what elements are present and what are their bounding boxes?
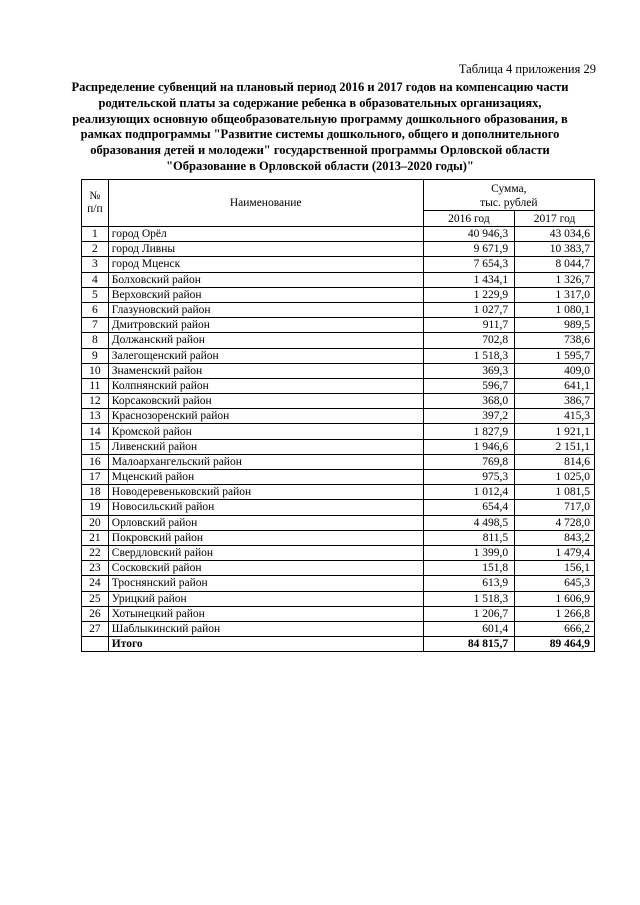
table-row (82, 545, 595, 560)
row-number: 5 (82, 287, 109, 302)
row-value-2017: 1 317,0 (515, 287, 595, 302)
row-name: Новодеревеньковский район (108, 485, 423, 500)
row-name: Глазуновский район (108, 302, 423, 317)
row-name: Залегощенский район (108, 348, 423, 363)
row-number: 19 (82, 500, 109, 515)
row-number: 20 (82, 515, 109, 530)
row-name: Ливенский район (108, 439, 423, 454)
row-value-2016: 769,8 (423, 454, 515, 469)
table-row (82, 500, 595, 515)
total-label: Итого (108, 637, 423, 652)
row-value-2017: 1 025,0 (515, 470, 595, 485)
table-row (82, 242, 595, 257)
row-number: 14 (82, 424, 109, 439)
row-value-2016: 702,8 (423, 333, 515, 348)
row-value-2017: 1 595,7 (515, 348, 595, 363)
row-number: 16 (82, 454, 109, 469)
row-name: Шаблыкинский район (108, 621, 423, 636)
table-row (82, 409, 595, 424)
row-value-2017: 8 044,7 (515, 257, 595, 272)
row-name: Кромской район (108, 424, 423, 439)
row-name: Покровский район (108, 530, 423, 545)
table-row (82, 272, 595, 287)
table-row (82, 363, 595, 378)
row-number: 3 (82, 257, 109, 272)
table-row (82, 227, 595, 242)
row-value-2016: 1 399,0 (423, 545, 515, 560)
row-value-2017: 2 151,1 (515, 439, 595, 454)
row-value-2017: 1 080,1 (515, 302, 595, 317)
row-name: Корсаковский район (108, 394, 423, 409)
title-line: "Образование в Орловской области (2013–2020 годы)" (166, 158, 474, 173)
row-value-2016: 596,7 (423, 378, 515, 393)
table-row (82, 333, 595, 348)
row-value-2016: 369,3 (423, 363, 515, 378)
row-name: город Орёл (108, 227, 423, 242)
row-value-2016: 397,2 (423, 409, 515, 424)
header-number-line1: № (89, 190, 101, 202)
row-number: 1 (82, 227, 109, 242)
table-row (82, 530, 595, 545)
row-value-2016: 975,3 (423, 470, 515, 485)
row-value-2016: 1 206,7 (423, 606, 515, 621)
row-value-2016: 911,7 (423, 318, 515, 333)
row-value-2016: 1 518,3 (423, 348, 515, 363)
row-value-2017: 645,3 (515, 576, 595, 591)
row-value-2016: 1 946,6 (423, 439, 515, 454)
row-name: Колпнянский район (108, 378, 423, 393)
header-sum-line2: тыс. рублей (480, 197, 538, 209)
total-value-2016: 84 815,7 (423, 637, 515, 652)
table-row (82, 621, 595, 636)
row-name: город Мценск (108, 257, 423, 272)
row-value-2017: 1 266,8 (515, 606, 595, 621)
row-number: 27 (82, 621, 109, 636)
row-name: город Ливны (108, 242, 423, 257)
row-name: Свердловский район (108, 545, 423, 560)
row-value-2017: 415,3 (515, 409, 595, 424)
row-number: 21 (82, 530, 109, 545)
row-number: 17 (82, 470, 109, 485)
row-value-2016: 4 498,5 (423, 515, 515, 530)
row-value-2016: 811,5 (423, 530, 515, 545)
row-value-2017: 814,6 (515, 454, 595, 469)
table-row (82, 561, 595, 576)
header-sum (423, 180, 594, 211)
total-number (82, 637, 109, 652)
row-number: 2 (82, 242, 109, 257)
row-value-2017: 156,1 (515, 561, 595, 576)
row-value-2017: 666,2 (515, 621, 595, 636)
row-name: Урицкий район (108, 591, 423, 606)
row-number: 4 (82, 272, 109, 287)
table-row (82, 318, 595, 333)
row-name: Верховский район (108, 287, 423, 302)
row-value-2017: 43 034,6 (515, 227, 595, 242)
row-number: 22 (82, 545, 109, 560)
row-value-2016: 1 229,9 (423, 287, 515, 302)
table-row (82, 424, 595, 439)
row-name: Мценский район (108, 470, 423, 485)
row-value-2017: 386,7 (515, 394, 595, 409)
header-name: Наименование (108, 180, 423, 227)
header-year-2017: 2017 год (515, 211, 595, 227)
row-number: 7 (82, 318, 109, 333)
table-row (82, 287, 595, 302)
table-row (82, 348, 595, 363)
row-value-2017: 989,5 (515, 318, 595, 333)
row-value-2016: 613,9 (423, 576, 515, 591)
row-value-2017: 1 081,5 (515, 485, 595, 500)
row-number: 25 (82, 591, 109, 606)
table-row (82, 257, 595, 272)
row-number: 13 (82, 409, 109, 424)
row-number: 26 (82, 606, 109, 621)
title-line: Распределение субвенций на плановый период 2016 и 2017 годов на компенсацию части (71, 80, 569, 94)
header-year-2016: 2016 год (423, 211, 515, 227)
row-value-2016: 368,0 (423, 394, 515, 409)
table-row (82, 485, 595, 500)
row-number: 15 (82, 439, 109, 454)
total-row (82, 637, 595, 652)
row-name: Дмитровский район (108, 318, 423, 333)
row-value-2017: 717,0 (515, 500, 595, 515)
row-value-2017: 10 383,7 (515, 242, 595, 257)
row-value-2016: 1 027,7 (423, 302, 515, 317)
row-number: 8 (82, 333, 109, 348)
subsidy-table (81, 179, 595, 652)
row-name: Хотынецкий район (108, 606, 423, 621)
row-name: Болховский район (108, 272, 423, 287)
header-sum-line1: Сумма, (491, 183, 527, 195)
table-row (82, 302, 595, 317)
table-row (82, 576, 595, 591)
appendix-label: Таблица 4 приложения 29 (458, 62, 596, 76)
table-row (82, 454, 595, 469)
row-value-2016: 1 518,3 (423, 591, 515, 606)
title-line: рамках подпрограммы "Развитие системы дошкольного, общего и дополнительного (80, 127, 560, 142)
row-name: Малоархангельский район (108, 454, 423, 469)
title-line: образования детей и молодежи" государственной программы Орловской области (90, 143, 550, 158)
row-value-2016: 151,8 (423, 561, 515, 576)
row-value-2017: 1 326,7 (515, 272, 595, 287)
header-number-line2: п/п (87, 203, 103, 215)
row-value-2016: 9 671,9 (423, 242, 515, 257)
table-row (82, 606, 595, 621)
table-row (82, 394, 595, 409)
table-row (82, 591, 595, 606)
row-number: 10 (82, 363, 109, 378)
total-value-2017: 89 464,9 (515, 637, 595, 652)
row-value-2016: 7 654,3 (423, 257, 515, 272)
row-number: 9 (82, 348, 109, 363)
row-name: Краснозоренский район (108, 409, 423, 424)
row-number: 23 (82, 561, 109, 576)
row-value-2017: 1 479,4 (515, 545, 595, 560)
row-number: 24 (82, 576, 109, 591)
table-row (82, 378, 595, 393)
row-number: 11 (82, 378, 109, 393)
row-value-2017: 1 606,9 (515, 591, 595, 606)
table-row (82, 439, 595, 454)
row-name: Должанский район (108, 333, 423, 348)
row-number: 12 (82, 394, 109, 409)
document-title (70, 80, 570, 175)
header-number (82, 180, 109, 227)
row-value-2017: 738,6 (515, 333, 595, 348)
row-value-2017: 4 728,0 (515, 515, 595, 530)
row-value-2017: 641,1 (515, 378, 595, 393)
row-value-2016: 40 946,3 (423, 227, 515, 242)
row-value-2016: 1 012,4 (423, 485, 515, 500)
row-value-2016: 654,4 (423, 500, 515, 515)
table-row (82, 515, 595, 530)
row-number: 18 (82, 485, 109, 500)
row-value-2017: 843,2 (515, 530, 595, 545)
row-name: Знаменский район (108, 363, 423, 378)
row-name: Орловский район (108, 515, 423, 530)
row-value-2017: 1 921,1 (515, 424, 595, 439)
title-line: реализующих основную общеобразовательную программу дошкольного образования, в (72, 111, 568, 126)
table-row (82, 470, 595, 485)
row-value-2017: 409,0 (515, 363, 595, 378)
row-number: 6 (82, 302, 109, 317)
row-name: Новосильский район (108, 500, 423, 515)
title-line: родительской платы за содержание ребенка в образовательных организациях, (98, 95, 542, 110)
row-name: Сосковский район (108, 561, 423, 576)
row-value-2016: 601,4 (423, 621, 515, 636)
row-value-2016: 1 434,1 (423, 272, 515, 287)
row-name: Троснянский район (108, 576, 423, 591)
row-value-2016: 1 827,9 (423, 424, 515, 439)
